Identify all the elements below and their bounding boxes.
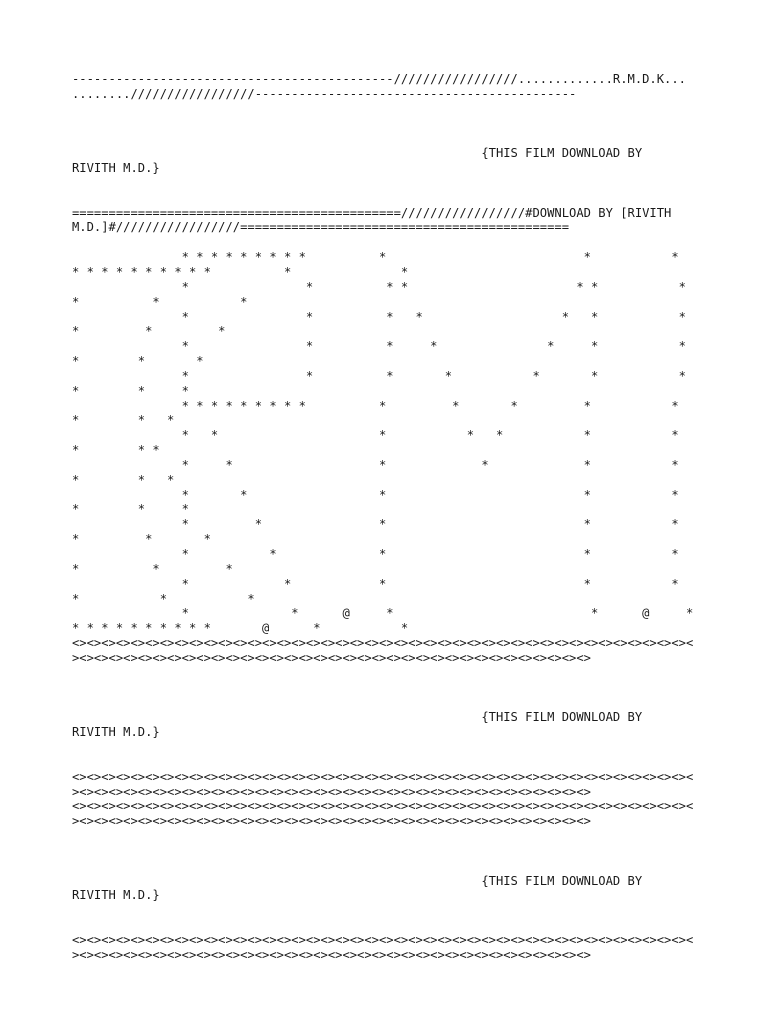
art-line: * * @ * * @ * xyxy=(72,606,694,621)
text-line: RIVITH M.D.} xyxy=(72,161,160,176)
art-line: * * * * * * * * * * * * xyxy=(72,250,679,265)
ascii-art-rm-logo xyxy=(72,250,712,636)
art-line: * * * xyxy=(72,532,211,547)
art-line: * * * * * * * xyxy=(72,279,686,294)
art-line: * * * * * * * xyxy=(72,309,686,324)
text-line: ><><><><><><><><><><><><><><><><><><><><><><><><><><><><><><><><><><><> xyxy=(72,947,591,962)
text-line: --------------------------------------------/////////////////.............R.M.D.K... xyxy=(72,72,686,86)
diamond-rule-2 xyxy=(72,770,712,829)
art-line: * * * * * * * * * * @ * * xyxy=(72,621,409,636)
text-line: RIVITH M.D.} xyxy=(72,888,160,903)
art-line: * * * xyxy=(72,472,175,487)
credit-block-2 xyxy=(72,710,712,740)
text-line: {THIS FILM DOWNLOAD BY xyxy=(72,873,643,888)
text-line: {THIS FILM DOWNLOAD BY xyxy=(72,710,643,725)
download-rule xyxy=(72,206,712,236)
art-line: * * * * * * * xyxy=(72,368,686,383)
diamond-rule-1 xyxy=(72,636,712,666)
art-line: * * * * * * xyxy=(72,457,679,472)
text-line: {THIS FILM DOWNLOAD BY xyxy=(72,146,643,161)
art-line: * * * * * xyxy=(72,487,679,502)
spacer xyxy=(72,740,712,770)
art-line: * * * * * xyxy=(72,576,679,591)
diamond-rule-3 xyxy=(72,933,712,963)
art-line: * * * * * * * * * * * * * * xyxy=(72,398,679,413)
art-line: * * * xyxy=(72,413,175,428)
header-rule xyxy=(72,72,712,102)
credit-block-1 xyxy=(72,146,712,176)
text-line: <><><><><><><><><><><><><><><><><><><><><><><><><><><><><><><><><><><><><><><><><><>< xyxy=(72,932,694,947)
text-line: M.D.]#/////////////////============================================= xyxy=(72,220,570,235)
art-line: * * * xyxy=(72,443,160,458)
art-line: * * * xyxy=(72,294,248,309)
text-line: RIVITH M.D.} xyxy=(72,725,160,740)
spacer xyxy=(72,666,712,711)
spacer xyxy=(72,235,712,250)
document-page xyxy=(72,72,712,963)
art-line: * * * xyxy=(72,591,255,606)
text-line: ><><><><><><><><><><><><><><><><><><><><><><><><><><><><><><><><><><><> xyxy=(72,784,591,799)
spacer xyxy=(72,903,712,933)
art-line: * * * * * * * * * * * * xyxy=(72,264,409,279)
art-line: * * * * * xyxy=(72,517,679,532)
art-line: * * * xyxy=(72,383,189,398)
art-line: * * * xyxy=(72,324,226,339)
art-line: * * * xyxy=(72,561,233,576)
text-line: ><><><><><><><><><><><><><><><><><><><><><><><><><><><><><><><><><><><> xyxy=(72,814,591,829)
spacer xyxy=(72,102,712,147)
art-line: * * * xyxy=(72,354,204,369)
art-line: * * * * * xyxy=(72,547,679,562)
spacer xyxy=(72,176,712,206)
text-line: =============================================/////////////////#DOWNLOAD BY [RIVITH xyxy=(72,205,672,220)
art-line: * * * * * * * xyxy=(72,428,679,443)
spacer xyxy=(72,829,712,874)
text-line: <><><><><><><><><><><><><><><><><><><><><><><><><><><><><><><><><><><><><><><><><><>< xyxy=(72,769,694,784)
art-line: * * * xyxy=(72,502,189,517)
text-line: <><><><><><><><><><><><><><><><><><><><><><><><><><><><><><><><><><><><><><><><><><>< xyxy=(72,799,694,814)
credit-block-3 xyxy=(72,874,712,904)
text-line: ......../////////////////-------------------------------------------- xyxy=(72,86,577,101)
art-line: * * * * * * * xyxy=(72,339,686,354)
text-line: <><><><><><><><><><><><><><><><><><><><><><><><><><><><><><><><><><><><><><><><><><>< xyxy=(72,636,694,651)
text-line: ><><><><><><><><><><><><><><><><><><><><><><><><><><><><><><><><><><><> xyxy=(72,650,591,665)
